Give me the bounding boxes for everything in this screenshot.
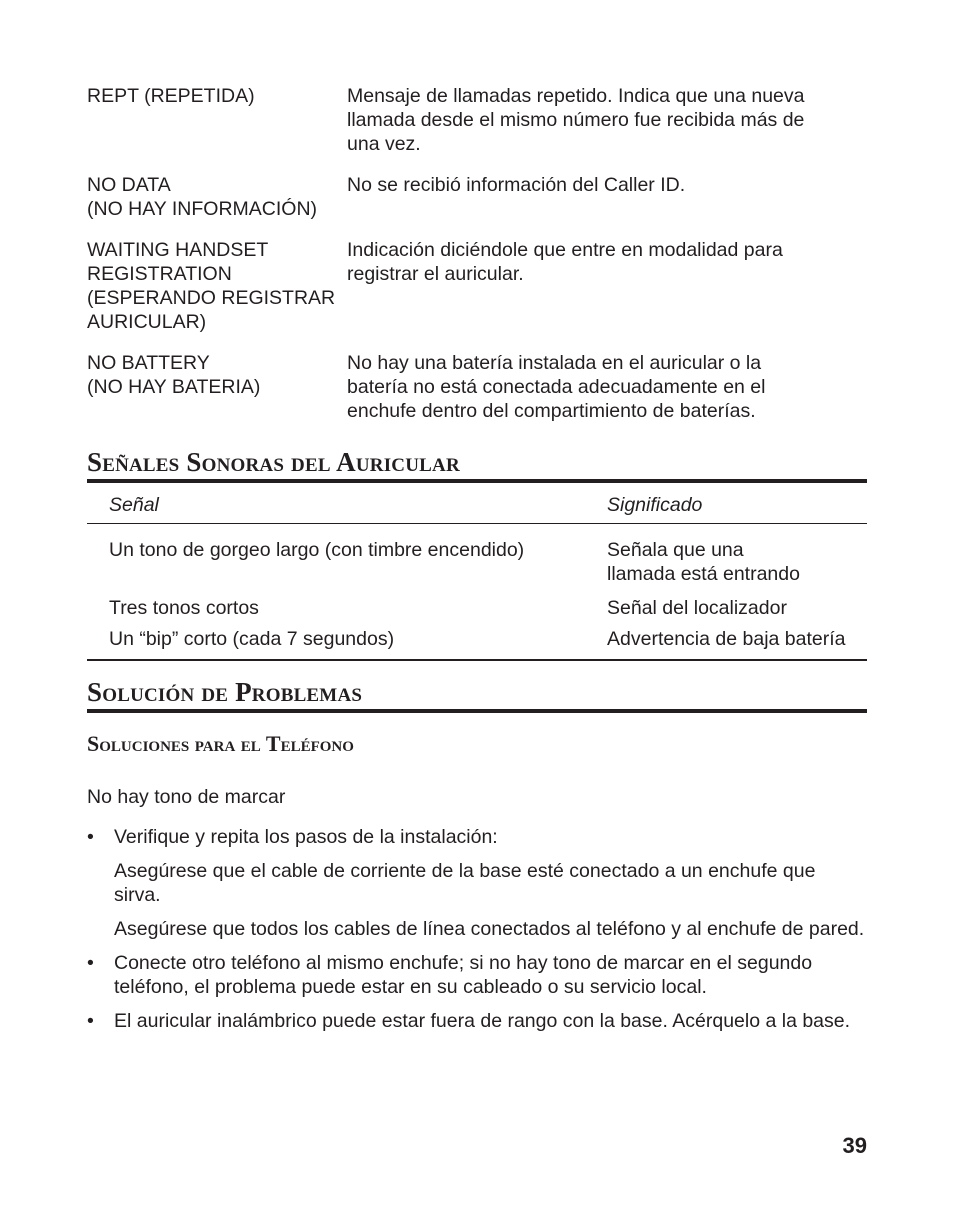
message-row [87,84,867,156]
table-row [87,620,867,660]
message-row [87,351,867,423]
message-description: Mensaje de llamadas repetido. Indica que una nueva llamada desde el mismo número fue recibida más de una vez. [347,85,805,155]
list-item-text: Conecte otro teléfono al mismo enchufe; si no hay tono de marcar en el segundo teléfono, el problema puede estar en su cableado o su servicio local. [114,952,813,998]
problem-title: No hay tono de marcar [87,786,286,808]
message-term: WAITING HANDSET REGISTRATION (ESPERANDO REGISTRAR AURICULAR) [87,239,336,333]
signal-cell: Un tono de gorgeo largo (con timbre encendido) [109,539,525,561]
heading-rule [87,479,867,483]
list-item [87,1009,867,1033]
troubleshooting-heading: Solución de Problemas [87,677,363,707]
message-description: No hay una batería instalada en el auricular o la batería no está conectada adecuadamente en el enchufe dentro del compartimiento de baterías. [347,352,766,422]
column-header-meaning: Significado [607,494,703,516]
message-term: NO BATTERY (NO HAY BATERIA) [87,352,261,398]
signals-table [87,487,867,661]
signal-cell: Un “bip” corto (cada 7 segundos) [109,628,395,650]
solution-list [87,825,867,849]
message-description: No se recibió información del Caller ID. [347,174,686,196]
column-header-signal: Señal [109,494,159,516]
list-item-text: El auricular inalámbrico puede estar fuera de rango con la base. Acérquelo a la base. [114,1010,851,1032]
message-description: Indicación diciéndole que entre en modalidad para registrar el auricular. [347,239,783,285]
list-item [87,825,867,849]
solution-list [87,951,867,1033]
message-term: NO DATA (NO HAY INFORMACIÓN) [87,174,318,220]
table-row [87,586,867,620]
heading-rule [87,709,867,713]
table-row [87,524,867,587]
message-term: REPT (REPETIDA) [87,85,255,107]
message-row [87,173,867,221]
meaning-cell: Advertencia de baja batería [607,628,846,650]
signals-heading: Señales Sonoras del Auricular [87,447,460,477]
meaning-cell: Señala que una llamada está entrando [607,539,800,585]
list-item-text: Verifique y repita los pasos de la instalación: [114,826,498,848]
message-list [87,84,867,423]
page-content [87,84,867,1043]
phone-solutions-subheading: Soluciones para el Teléfono [87,731,354,756]
sub-item: Asegúrese que el cable de corriente de la base esté conectado a un enchufe que sirva. [114,860,816,906]
page-number: 39 [842,1133,867,1158]
signal-cell: Tres tonos cortos [109,597,259,619]
list-item [87,951,867,999]
meaning-cell: Señal del localizador [607,597,787,619]
sub-item: Asegúrese que todos los cables de línea conectados al teléfono y al enchufe de pared. [114,918,865,940]
message-row [87,238,867,334]
